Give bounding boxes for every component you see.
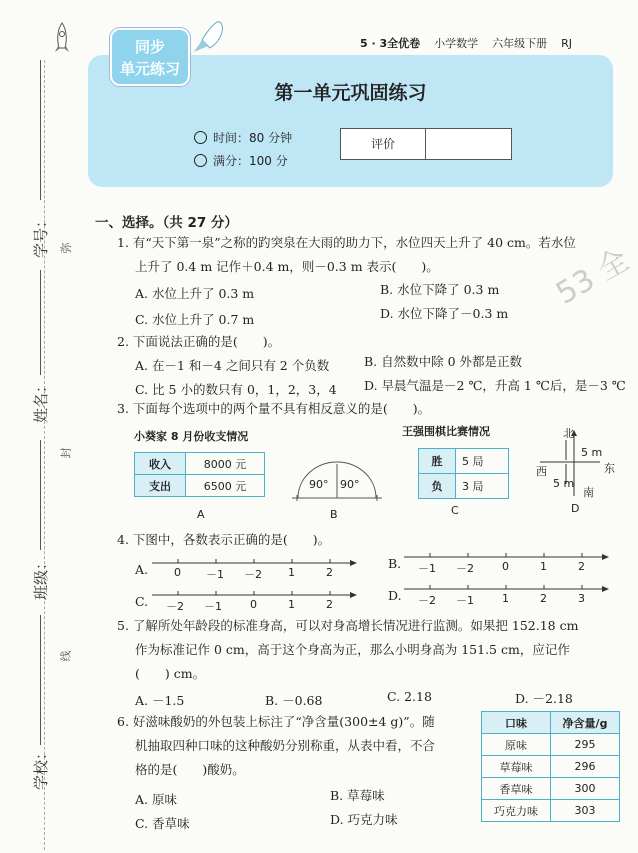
series-name: 5 · 3全优卷 bbox=[360, 37, 421, 50]
q6-weight: 303 bbox=[551, 800, 620, 822]
q5-option-b: B. －0.68 bbox=[265, 693, 323, 708]
q4-a-tick: 0 bbox=[174, 566, 181, 579]
q4-d-tick: 3 bbox=[578, 592, 585, 605]
q6-weight: 295 bbox=[551, 734, 620, 756]
table-row bbox=[482, 800, 620, 822]
q4-d-tick: －1 bbox=[456, 594, 474, 607]
q4-b-tick: －2 bbox=[456, 562, 474, 575]
q5-option-c: C. 2.18 bbox=[387, 689, 432, 704]
badge-line1: 同步 bbox=[134, 38, 165, 56]
q1-line2: 上升了 0.4 m 记作＋0.4 m，则－0.3 m 表示( )。 bbox=[135, 259, 439, 274]
q3-d-distance-south: 5 m bbox=[553, 477, 575, 490]
grade-name: 六年级下册 bbox=[492, 37, 548, 50]
q4-c-tick: 2 bbox=[326, 598, 333, 611]
student-name-blank bbox=[40, 270, 41, 375]
school-blank bbox=[40, 615, 41, 745]
q4-a-tick: －1 bbox=[206, 568, 224, 581]
q4-d-tick: 1 bbox=[502, 592, 509, 605]
q4-c-tick: －1 bbox=[204, 600, 222, 613]
watermark: 53 全 bbox=[550, 242, 636, 312]
table-row bbox=[482, 756, 620, 778]
q3-a-caption: 小葵家 8 月份收支情况 bbox=[134, 430, 249, 443]
q6-table-header-weight: 净含量/g bbox=[551, 712, 620, 734]
q6-flavor: 巧克力味 bbox=[482, 800, 551, 822]
q3-line1: 3. 下面每个选项中的两个量不具有相反意义的是( )。 bbox=[117, 401, 431, 416]
q5-line1: 5. 了解所处年龄段的标准身高，可以对身高增长情况进行监测。如果把 152.18 cm bbox=[117, 618, 579, 633]
q6-line3: 格的是( )酸奶。 bbox=[135, 762, 245, 777]
q2-option-a: A. 在－1 和－4 之间只有 2 个负数 bbox=[135, 358, 330, 373]
evaluation-box bbox=[340, 128, 512, 160]
q3-a-expense-value: 6500 元 bbox=[186, 475, 265, 497]
badge-rocket-icon bbox=[190, 18, 230, 62]
q3-c-loss-value: 3 局 bbox=[456, 474, 509, 499]
student-name-label: 姓名： bbox=[32, 377, 50, 423]
q4-d-tick: －2 bbox=[418, 594, 436, 607]
q4-b-tick: 1 bbox=[540, 560, 547, 573]
score-info bbox=[194, 152, 288, 169]
edition-name: RJ bbox=[561, 37, 573, 50]
student-number-blank bbox=[40, 60, 41, 200]
q3-d-north: 北 bbox=[563, 427, 574, 440]
q4-a-tick: －2 bbox=[244, 568, 262, 581]
q3-a-expense-label: 支出 bbox=[135, 475, 186, 497]
q5-line3: ( ) cm。 bbox=[135, 666, 206, 681]
q6-line1: 6. 好滋味酸奶的外包装上标注了“净含量(300±4 g)”。随 bbox=[117, 714, 435, 729]
q3-c-win-label: 胜 bbox=[419, 449, 456, 474]
q6-flavor: 原味 bbox=[482, 734, 551, 756]
student-number-label: 学号： bbox=[32, 212, 50, 258]
q3-c-caption: 王强围棋比赛情况 bbox=[402, 425, 490, 438]
table-row bbox=[482, 778, 620, 800]
seal-char-mi: 弥 bbox=[59, 242, 73, 254]
q4-c-tick: －2 bbox=[166, 600, 184, 613]
q3-b-protractor bbox=[292, 460, 382, 509]
q3-option-c-label: C bbox=[451, 504, 459, 517]
q5-option-d: D. －2.18 bbox=[515, 691, 573, 706]
class-label: 班级： bbox=[32, 554, 50, 600]
q3-d-south: 南 bbox=[583, 486, 594, 499]
rocket-icon bbox=[54, 22, 70, 60]
q3-option-a-label: A bbox=[197, 508, 205, 521]
q4-option-d: D. bbox=[388, 588, 402, 603]
q2-line1: 2. 下面说法正确的是( )。 bbox=[117, 334, 281, 349]
time-info bbox=[194, 129, 292, 146]
q4-line1: 4. 下图中，各数表示正确的是( )。 bbox=[117, 532, 331, 547]
q1-option-c: C. 水位上升了 0.7 m bbox=[135, 312, 255, 327]
school-label: 学校： bbox=[32, 744, 50, 790]
check-circle-icon bbox=[194, 154, 207, 167]
q5-option-a: A. －1.5 bbox=[135, 693, 185, 708]
header-info bbox=[360, 35, 572, 51]
table-row bbox=[482, 734, 620, 756]
section-heading: 一、选择。（共 27 分） bbox=[95, 215, 238, 231]
q6-line2: 机抽取四种口味的这种酸奶分别称重，从表中看，不合 bbox=[135, 738, 436, 753]
q1-option-b: B. 水位下降了 0.3 m bbox=[380, 282, 500, 297]
evaluation-label: 评价 bbox=[341, 129, 426, 159]
q4-b-tick: 0 bbox=[502, 560, 509, 573]
binding-dashed-line bbox=[44, 60, 46, 850]
q3-option-d-label: D bbox=[571, 502, 580, 515]
q6-weight: 300 bbox=[551, 778, 620, 800]
seal-char-feng: 封 bbox=[59, 447, 73, 459]
q6-flavor-table bbox=[481, 711, 620, 822]
time-text: 时间：80 分钟 bbox=[213, 131, 293, 145]
q3-a-income-label: 收入 bbox=[135, 453, 186, 475]
q3-a-income-value: 8000 元 bbox=[186, 453, 265, 475]
score-text: 满分：100 分 bbox=[213, 154, 288, 168]
page-title: 第一单元巩固练习 bbox=[274, 82, 427, 104]
q3-d-west: 西 bbox=[536, 465, 547, 478]
q6-option-b: B. 草莓味 bbox=[330, 788, 385, 803]
q1-option-a: A. 水位上升了 0.3 m bbox=[135, 286, 255, 301]
q3-c-table bbox=[418, 448, 509, 499]
q2-option-d: D. 早晨气温是－2 ℃，升高 1 ℃后，是－3 ℃ bbox=[364, 378, 626, 393]
q3-b-angle-left: 90° bbox=[309, 478, 329, 491]
q3-c-loss-label: 负 bbox=[419, 474, 456, 499]
class-blank bbox=[40, 440, 41, 550]
q3-d-distance-north: 5 m bbox=[581, 446, 603, 459]
q4-c-tick: 1 bbox=[288, 598, 295, 611]
q4-a-tick: 2 bbox=[326, 566, 333, 579]
badge-line2: 单元练习 bbox=[119, 60, 180, 78]
q2-option-c: C. 比 5 小的数只有 0，1，2，3，4 bbox=[135, 382, 337, 397]
q5-line2: 作为标准记作 0 cm，高于这个身高为正，那么小明身高为 151.5 cm，应记作 bbox=[135, 642, 570, 657]
evaluation-field[interactable] bbox=[426, 129, 510, 159]
q3-c-win-value: 5 局 bbox=[456, 449, 509, 474]
q6-flavor: 草莓味 bbox=[482, 756, 551, 778]
q3-b-angle-right: 90° bbox=[340, 478, 360, 491]
q1-option-d: D. 水位下降了－0.3 m bbox=[380, 306, 509, 321]
clock-icon bbox=[194, 131, 207, 144]
q3-option-b-label: B bbox=[330, 508, 338, 521]
q4-option-a: A. bbox=[135, 562, 149, 577]
q2-option-b: B. 自然数中除 0 外都是正数 bbox=[364, 354, 523, 369]
q3-d-east: 东 bbox=[604, 462, 615, 475]
seal-char-xian: 线 bbox=[59, 650, 73, 662]
q1-line1: 1. 有“天下第一泉”之称的趵突泉在大雨的助力下，水位四天上升了 40 cm。若水位 bbox=[117, 235, 576, 250]
q4-b-tick: －1 bbox=[418, 562, 436, 575]
q6-option-a: A. 原味 bbox=[135, 792, 177, 807]
subject-name: 小学数学 bbox=[434, 37, 479, 50]
q4-a-tick: 1 bbox=[288, 566, 295, 579]
q6-flavor: 香草味 bbox=[482, 778, 551, 800]
q4-b-tick: 2 bbox=[578, 560, 585, 573]
q4-d-tick: 2 bbox=[540, 592, 547, 605]
q4-option-b: B. bbox=[388, 556, 402, 571]
q6-table-header-flavor: 口味 bbox=[482, 712, 551, 734]
q6-option-d: D. 巧克力味 bbox=[330, 812, 398, 827]
q3-a-table bbox=[134, 452, 265, 497]
q4-option-c: C. bbox=[135, 594, 149, 609]
q6-weight: 296 bbox=[551, 756, 620, 778]
q4-c-tick: 0 bbox=[250, 598, 257, 611]
q6-option-c: C. 香草味 bbox=[135, 816, 190, 831]
